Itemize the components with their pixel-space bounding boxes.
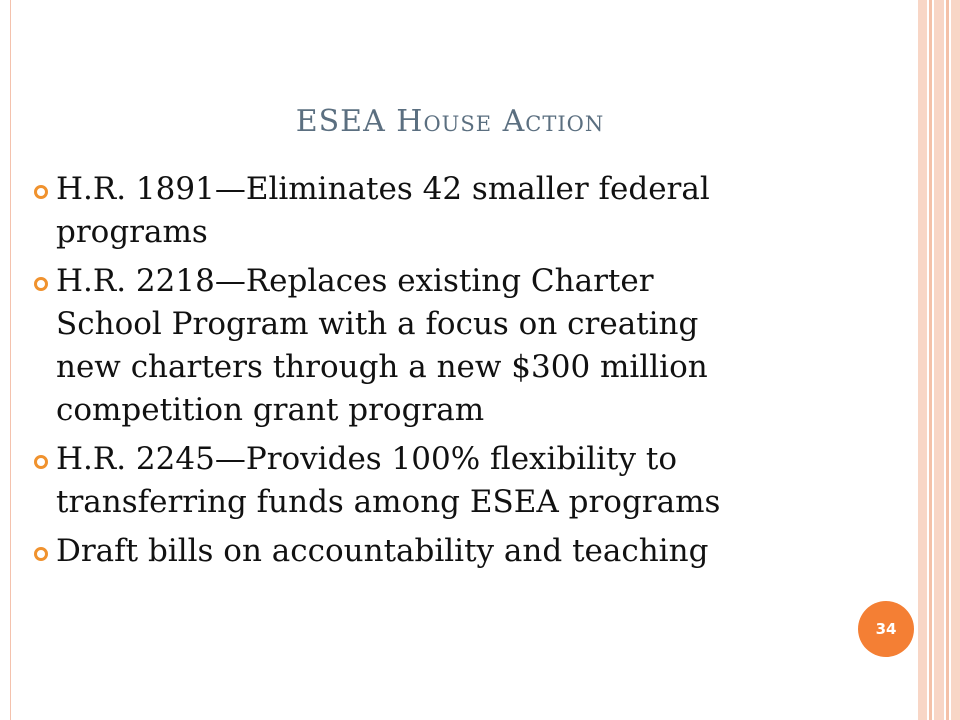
hollow-circle-bullet-icon — [34, 185, 48, 199]
right-border-stripe — [946, 0, 949, 720]
list-item — [34, 530, 874, 573]
slide-title: ESEA House Action — [295, 104, 605, 139]
list-item — [34, 168, 874, 254]
bullet-text: H.R. 1891—Eliminates 42 smaller federal programs — [56, 171, 710, 250]
right-border-stripe — [918, 0, 927, 720]
hollow-circle-bullet-icon — [34, 547, 48, 561]
hollow-circle-bullet-icon — [34, 277, 48, 291]
bullet-text: H.R. 2218—Replaces existing Charter School Program with a focus on creating new charters through a new $300 million competition grant program — [56, 263, 708, 428]
hollow-circle-bullet-icon — [34, 455, 48, 469]
list-item — [34, 260, 874, 432]
slide-number-badge: 34 — [858, 601, 914, 657]
right-border-stripe — [929, 0, 932, 720]
list-item — [34, 438, 874, 524]
right-border-stripe — [951, 0, 960, 720]
bullet-list — [34, 168, 874, 579]
right-border-stripe — [934, 0, 944, 720]
bullet-text: H.R. 2245—Provides 100% flexibility to transferring funds among ESEA programs — [56, 441, 721, 520]
bullet-text: Draft bills on accountability and teaching — [56, 533, 709, 569]
